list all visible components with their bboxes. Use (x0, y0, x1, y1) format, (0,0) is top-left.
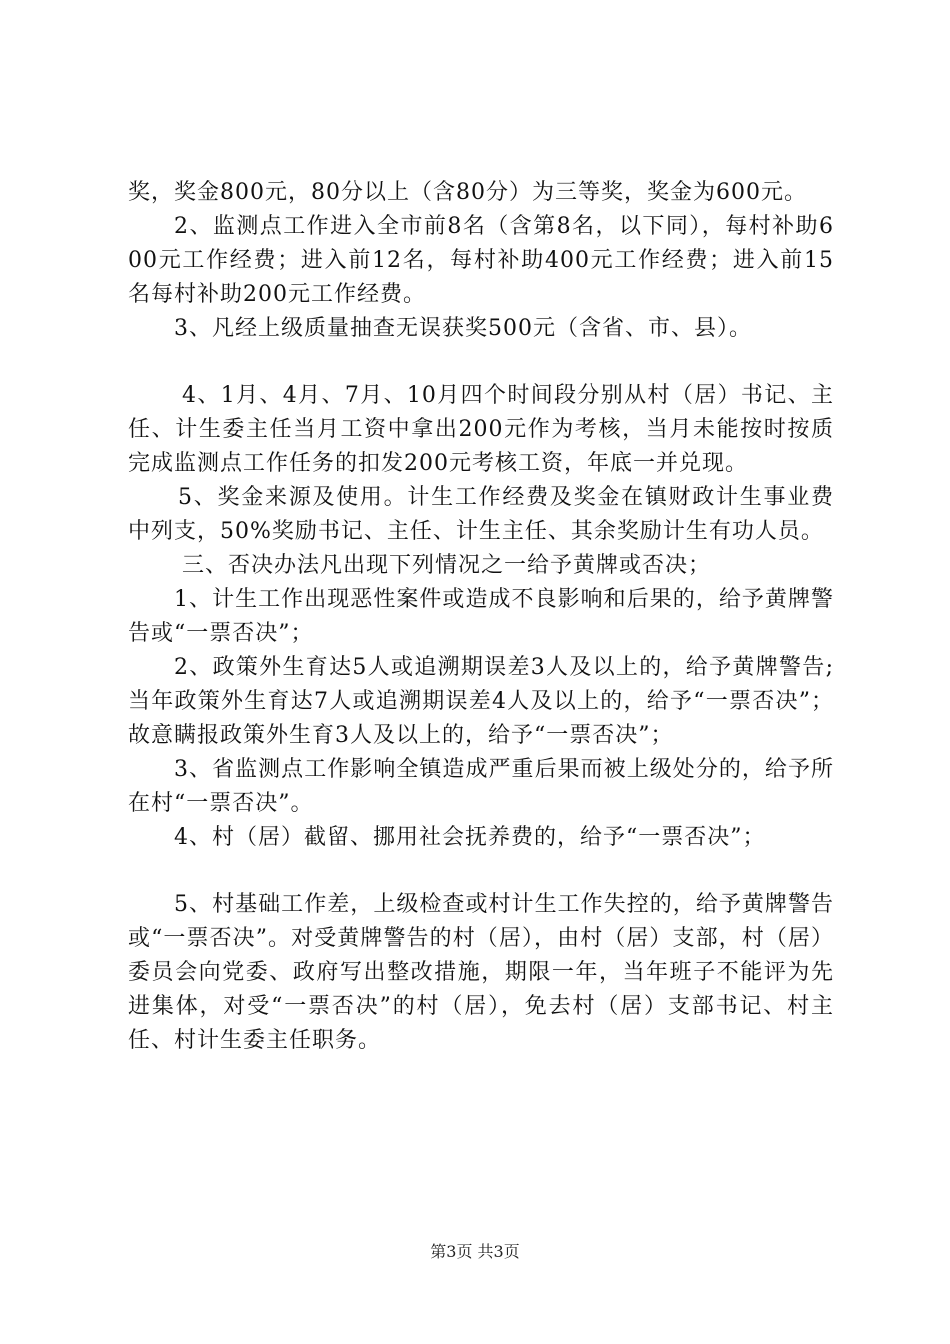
paragraph-veto-item-3: 3、省监测点工作影响全镇造成严重后果而被上级处分的，给予所在村“一票否决”。 (128, 757, 834, 816)
paragraph-veto-item-1: 1、计生工作出现恶性案件或造成不良影响和后果的，给予黄牌警告或“一票否决”； (128, 587, 834, 646)
paragraph-award-continuation: 奖，奖金800元，80分以上（含80分）为三等奖，奖金为600元。 (128, 180, 807, 205)
section-heading-veto-rules: 三、否决办法凡出现下列情况之一给予黄牌或否决； (182, 553, 712, 578)
page-number-footer: 第3页 共3页 (430, 1242, 520, 1261)
paragraph-item-4-quarterly-assessment: 4、1月、4月、7月、10月四个时间段分别从村（居）书记、主任、计生委主任当月工资中拿出200元作为考核，当月未能按时按质完成监测点工作任务的扣发200元考核工资，年底一并兑现。 (128, 383, 834, 476)
paragraph-item-3-quality-award: 3、凡经上级质量抽查无误获奖500元（含省、市、县）。 (174, 316, 752, 341)
paragraph-item-2-monitoring-funding: 2、监测点工作进入全市前8名（含第8名，以下同），每村补助600元工作经费；进入前12名，每村补助400元工作经费；进入前15名每村补助200元工作经费。 (128, 214, 834, 307)
document-body (128, 176, 834, 1058)
paragraph-veto-item-4: 4、村（居）截留、挪用社会抚养费的，给予“一票否决”； (174, 825, 766, 850)
paragraph-veto-item-5: 5、村基础工作差，上级检查或村计生工作失控的，给予黄牌警告或“一票否决”。对受黄牌警告的村（居），由村（居）支部，村（居）委员会向党委、政府写出整改措施，期限一年，当年班子不能评为先进集体，对受“一票否决”的村（居），免去村（居）支部书记、村主任、村计生委主任职务。 (128, 892, 834, 1053)
paragraph-veto-item-2: 2、政策外生育达5人或追溯期误差3人及以上的，给予黄牌警告;当年政策外生育达7人或追溯期误差4人及以上的，给予“一票否决”；故意瞒报政策外生育3人及以上的，给予“一票否决”； (128, 655, 834, 748)
paragraph-item-5-fund-source: 5、奖金来源及使用。计生工作经费及奖金在镇财政计生事业费中列支，50%奖励书记、主任、计生主任、其余奖励计生有功人员。 (128, 485, 834, 544)
